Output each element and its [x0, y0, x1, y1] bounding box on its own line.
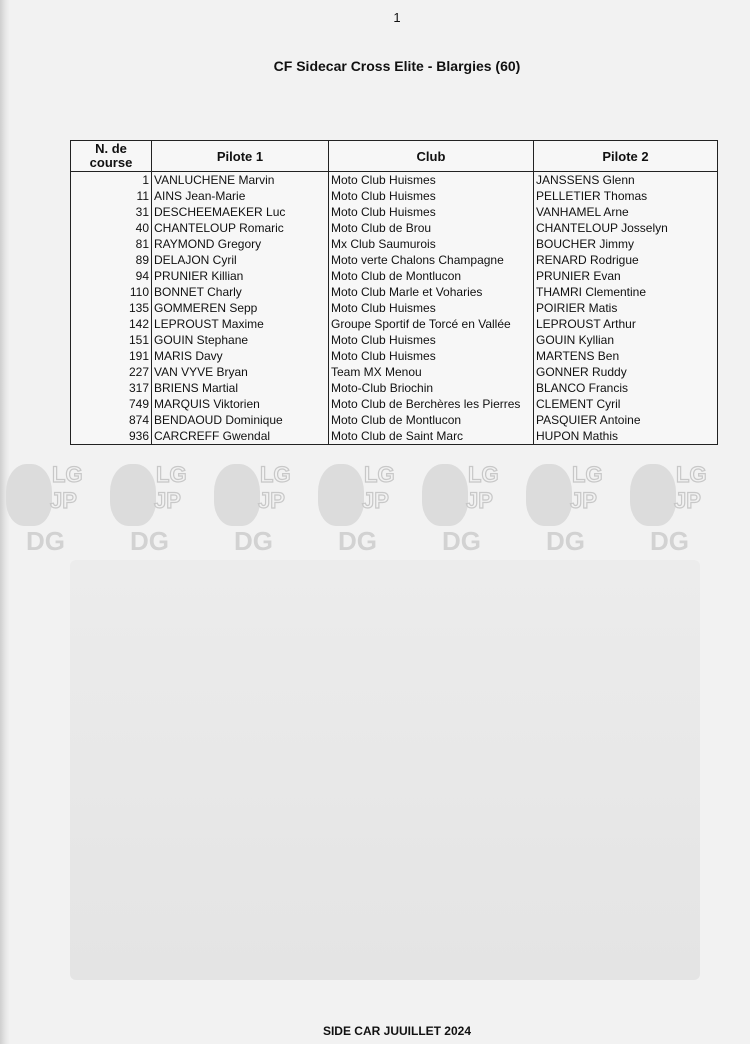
watermark-logo [0, 458, 100, 558]
watermark-jp: JP [674, 488, 701, 513]
cell-num: 874 [71, 412, 152, 428]
page-title: CF Sidecar Cross Elite - Blargies (60) [273, 58, 521, 74]
cell-pilote1: AINS Jean-Marie [152, 188, 329, 204]
cell-num: 31 [71, 204, 152, 220]
cell-club: Moto Club de Berchères les Pierres [329, 396, 534, 412]
cell-pilote1: DESCHEEMAEKER Luc [152, 204, 329, 220]
cell-pilote2: PASQUIER Antoine [534, 412, 718, 428]
portrait-watermark-icon [110, 464, 156, 526]
cell-pilote1: CARCREFF Gwendal [152, 428, 329, 445]
cell-club: Moto Club de Montlucon [329, 268, 534, 284]
cell-num: 135 [71, 300, 152, 316]
table-row [71, 220, 718, 236]
cell-pilote1: GOUIN Stephane [152, 332, 329, 348]
table-row [71, 332, 718, 348]
cell-club: Moto Club Huismes [329, 172, 534, 189]
cell-pilote1: VANLUCHENE Marvin [152, 172, 329, 189]
portrait-watermark-icon [214, 464, 260, 526]
watermark-lg: LG [156, 462, 187, 487]
cell-pilote2: GOUIN Kyllian [534, 332, 718, 348]
cell-num: 142 [71, 316, 152, 332]
header-pilote1: Pilote 1 [152, 141, 329, 172]
watermark-jp: JP [50, 488, 77, 513]
watermark-jp: JP [154, 488, 181, 513]
table-row [71, 396, 718, 412]
table-row [71, 236, 718, 252]
cell-pilote1: LEPROUST Maxime [152, 316, 329, 332]
cell-club: Groupe Sportif de Torcé en Vallée [329, 316, 534, 332]
cell-pilote1: GOMMEREN Sepp [152, 300, 329, 316]
table-row [71, 188, 718, 204]
table-row [71, 412, 718, 428]
cell-pilote1: BENDAOUD Dominique [152, 412, 329, 428]
portrait-watermark-icon [318, 464, 364, 526]
cell-num: 151 [71, 332, 152, 348]
cell-club: Moto Club Huismes [329, 348, 534, 364]
table-row [71, 428, 718, 445]
cell-club: Moto Club de Montlucon [329, 412, 534, 428]
watermark-lg: LG [364, 462, 395, 487]
watermark-lg: LG [52, 462, 83, 487]
watermark-dg: DG [650, 526, 689, 556]
cell-num: 11 [71, 188, 152, 204]
watermark-dg: DG [442, 526, 481, 556]
cell-pilote2: VANHAMEL Arne [534, 204, 718, 220]
cell-num: 94 [71, 268, 152, 284]
cell-num: 110 [71, 284, 152, 300]
watermark-lg: LG [468, 462, 499, 487]
cell-num: 749 [71, 396, 152, 412]
watermark-logo [624, 458, 724, 558]
watermark-dg: DG [338, 526, 377, 556]
cell-club: Moto Club Huismes [329, 332, 534, 348]
watermark-dg: DG [130, 526, 169, 556]
cell-pilote1: MARQUIS Viktorien [152, 396, 329, 412]
cell-club: Moto verte Chalons Champagne [329, 252, 534, 268]
entry-list-table [70, 140, 718, 445]
cell-pilote1: BONNET Charly [152, 284, 329, 300]
cell-pilote1: MARIS Davy [152, 348, 329, 364]
portrait-watermark-icon [630, 464, 676, 526]
cell-pilote2: MARTENS Ben [534, 348, 718, 364]
watermark-dg: DG [546, 526, 585, 556]
header-club: Club [329, 141, 534, 172]
watermark-jp: JP [466, 488, 493, 513]
cell-club: Moto Club Huismes [329, 188, 534, 204]
page-footer: SIDE CAR JUUILLET 2024 [322, 1024, 472, 1038]
cell-num: 191 [71, 348, 152, 364]
page-number: 1 [393, 10, 401, 25]
table-row [71, 204, 718, 220]
cell-num: 89 [71, 252, 152, 268]
table-row [71, 252, 718, 268]
cell-num: 317 [71, 380, 152, 396]
cell-pilote1: DELAJON Cyril [152, 252, 329, 268]
watermark-logo [520, 458, 620, 558]
cell-pilote2: THAMRI Clementine [534, 284, 718, 300]
table-row [71, 348, 718, 364]
cell-pilote2: LEPROUST Arthur [534, 316, 718, 332]
cell-pilote2: GONNER Ruddy [534, 364, 718, 380]
cell-pilote2: CLEMENT Cyril [534, 396, 718, 412]
cell-pilote2: JANSSENS Glenn [534, 172, 718, 189]
cell-pilote2: CHANTELOUP Josselyn [534, 220, 718, 236]
cell-club: Team MX Menou [329, 364, 534, 380]
cell-pilote1: BRIENS Martial [152, 380, 329, 396]
watermark-logo [416, 458, 516, 558]
table-header-row [71, 141, 718, 172]
background-poster-bleed [70, 560, 700, 980]
cell-pilote2: BOUCHER Jimmy [534, 236, 718, 252]
cell-pilote2: PELLETIER Thomas [534, 188, 718, 204]
watermark-lg: LG [572, 462, 603, 487]
cell-num: 936 [71, 428, 152, 445]
cell-club: Moto Club Huismes [329, 300, 534, 316]
cell-pilote2: RENARD Rodrigue [534, 252, 718, 268]
watermark-jp: JP [362, 488, 389, 513]
table-row [71, 364, 718, 380]
cell-pilote1: VAN VYVE Bryan [152, 364, 329, 380]
cell-club: Moto Club Marle et Voharies [329, 284, 534, 300]
portrait-watermark-icon [526, 464, 572, 526]
table-row [71, 172, 718, 189]
cell-num: 81 [71, 236, 152, 252]
cell-pilote2: POIRIER Matis [534, 300, 718, 316]
header-num: N. de course [71, 141, 152, 172]
cell-num: 40 [71, 220, 152, 236]
cell-club: Moto Club Huismes [329, 204, 534, 220]
cell-num: 1 [71, 172, 152, 189]
cell-pilote1: RAYMOND Gregory [152, 236, 329, 252]
watermark-logo [104, 458, 204, 558]
cell-pilote1: CHANTELOUP Romaric [152, 220, 329, 236]
table-row [71, 300, 718, 316]
watermark-lg: LG [260, 462, 291, 487]
cell-num: 227 [71, 364, 152, 380]
cell-club: Mx Club Saumurois [329, 236, 534, 252]
cell-club: Moto Club de Saint Marc [329, 428, 534, 445]
watermark-dg: DG [234, 526, 273, 556]
cell-pilote1: PRUNIER Killian [152, 268, 329, 284]
watermark-logo [208, 458, 308, 558]
watermark-dg: DG [26, 526, 65, 556]
watermark-logo [312, 458, 412, 558]
cell-pilote2: PRUNIER Evan [534, 268, 718, 284]
watermark-jp: JP [570, 488, 597, 513]
cell-club: Moto-Club Briochin [329, 380, 534, 396]
header-pilote2: Pilote 2 [534, 141, 718, 172]
table-row [71, 284, 718, 300]
table-row [71, 380, 718, 396]
table-row [71, 268, 718, 284]
table-row [71, 316, 718, 332]
portrait-watermark-icon [6, 464, 52, 526]
cell-pilote2: BLANCO Francis [534, 380, 718, 396]
cell-club: Moto Club de Brou [329, 220, 534, 236]
watermark-lg: LG [676, 462, 707, 487]
watermark-jp: JP [258, 488, 285, 513]
watermark-row [0, 458, 750, 558]
cell-pilote2: HUPON Mathis [534, 428, 718, 445]
portrait-watermark-icon [422, 464, 468, 526]
